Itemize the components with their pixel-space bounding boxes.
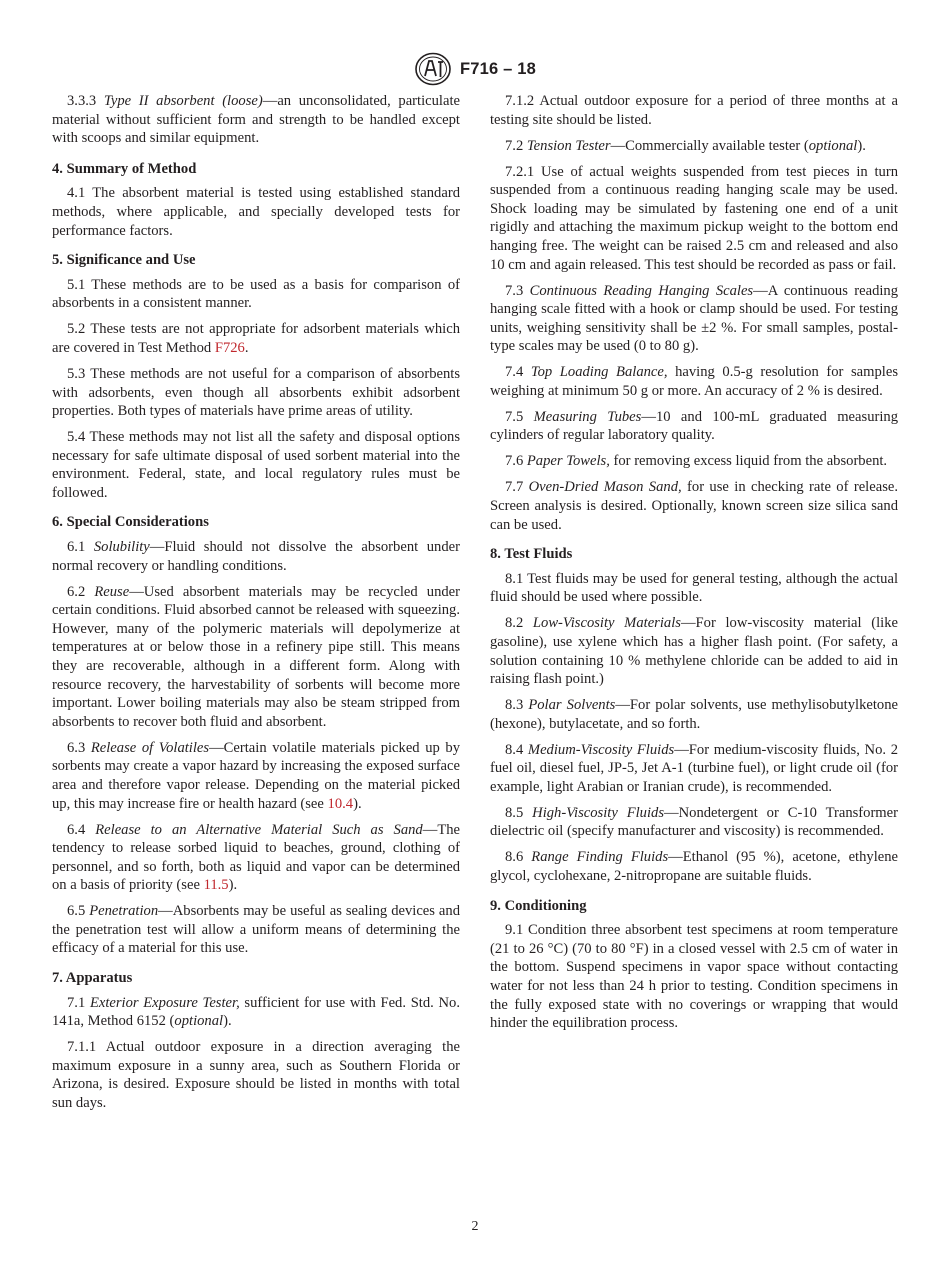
paragraph-7-2-1: 7.2.1 Use of actual weights suspended from test pieces in turn suspended from a continuous reading hanging scale may be used. Shock loading may be simulated by fastening one end of a unit rigidly and attaching the maximum pickup weight to the bottom end hanging free. The weight can be raised 2.5 cm and released and also 10 cm and again released. This test should be recorded as pass or fail. [490, 163, 898, 273]
section-heading-6: 6. Special Considerations [52, 514, 209, 531]
paragraph-7-1-2: 7.1.2 Actual outdoor exposure for a period of three months at a testing site should be listed. [490, 93, 898, 128]
paragraph-7-6: 7.6 Paper Towels, for removing excess liquid from the absorbent. [505, 453, 888, 470]
paragraph-8-4: 8.4 Medium-Viscosity Fluids—For medium-viscosity fluids, No. 2 fuel oil, diesel fuel, JP-5, Jet A-1 (turbine fuel), or light crude oil (for example, light Arabian or Iranian crude), is recommended. [490, 741, 899, 795]
paragraph-6-4: 6.4 Release to an Alternative Material Such as Sand—The tendency to release sorbed liquid to beaches, ground, clothing of personnel, and so forth, both as liquid and vapor can be determined on a basis of priority (see 11.5). [52, 821, 461, 894]
paragraph-8-5: 8.5 High-Viscosity Fluids—Nondetergent or C-10 Transformer dielectric oil (specify manufacturer and viscosity) is recommended. [490, 804, 898, 840]
paragraph-6-1: 6.1 Solubility—Fluid should not dissolve the absorbent under normal recovery or handling conditions. [52, 539, 460, 574]
paragraph-8-2: 8.2 Low-Viscosity Materials—For low-viscosity material (like gasoline), use xylene which has a higher flash point. (For safety, a solution containing 10 % methylene chloride can be added to aid in raising flash point.) [490, 615, 898, 688]
section-heading-8: 8. Test Fluids [490, 546, 573, 563]
paragraph-5-4: 5.4 These methods may not list all the safety and disposal options necessary for safe ultimate disposal of used sorbent material into the environment. Federal, state, and local regulatory rules must be followed. [52, 429, 460, 501]
paragraph-7-1-1: 7.1.1 Actual outdoor exposure in a direction averaging the maximum exposure in a sunny area, such as Southern Florida or Arizona, is desired. Exposure should be listed in months with total sun days. [52, 1039, 460, 1112]
paragraph-7-7: 7.7 Oven-Dried Mason Sand, for use in checking rate of release. Screen analysis is desired. Optionally, known screen size silica sand can be used. [490, 479, 898, 533]
paragraph-7-1: 7.1 Exterior Exposure Tester, sufficient for use with Fed. Std. No. 141a, Method 6152 (optional). [52, 994, 460, 1030]
paragraph-8-6: 8.6 Range Finding Fluids—Ethanol (95 %), acetone, ethylene glycol, cyclohexane, 2-nitropropane are suitable fluids. [490, 849, 899, 885]
paragraph-6-3: 6.3 Release of Volatiles—Certain volatile materials picked up by sorbents may create a vapor hazard by increasing the exposed surface area and therefore vapor release. Depending on the material picked up, this may increase fire or health hazard (see 10.4). [52, 739, 461, 812]
right-column [490, 92, 898, 1040]
paragraph-8-1: 8.1 Test fluids may be used for general testing, although the actual fluid should be used where possible. [490, 570, 898, 606]
paragraph-7-4: 7.4 Top Loading Balance, having 0.5-g resolution for samples weighing at minimum 50 g or more. An accuracy of 2 % is desired. [490, 364, 898, 399]
paragraph-6-5: 6.5 Penetration—Absorbents may be useful as sealing devices and the penetration test will allow a uniform means of determining the efficacy of a material for this use. [52, 903, 461, 957]
left-column [52, 92, 460, 1120]
link-11-5[interactable]: 11.5 [203, 877, 229, 894]
document-designation: F716 – 18 [459, 59, 537, 78]
page-number: 2 [471, 1219, 479, 1234]
page-header [0, 52, 950, 86]
paragraph-7-3: 7.3 Continuous Reading Hanging Scales—A continuous reading hanging scale fitted with a hook or clamp should be used. For testing units, weighing sensitivity shall be ±2 %. For small samples, postal-type scales may be used (0 to 80 g). [490, 282, 899, 355]
section-heading-4: 4. Summary of Method [52, 160, 197, 177]
paragraph-5-3: 5.3 These methods are not useful for a comparison of absorbents with adsorbents, even though all absorbents exhibit adsorbent properties. Both types of materials have prime areas of utility. [52, 365, 460, 420]
paragraph-4-1: 4.1 The absorbent material is tested using established standard methods, where applicable, and specially developed tests for performance factors. [52, 185, 460, 239]
astm-logo-icon [414, 52, 452, 86]
paragraph-9-1: 9.1 Condition three absorbent test specimens at room temperature (21 to 26 °C) (70 to 80 °F) in a closed vessel with 2.5 cm of water in the bottom. Suspend specimens in vapor space without contacting water for not less than 24 h prior to testing. Condition specimens in the fully exposed state with no coverings or wrapping that would hinder the equilibration process. [490, 922, 898, 1032]
paragraph-7-5: 7.5 Measuring Tubes—10 and 100-mL graduated measuring cylinders of regular laboratory quality. [490, 408, 898, 444]
section-heading-9: 9. Conditioning [490, 897, 587, 914]
paragraph-8-3: 8.3 Polar Solvents—For polar solvents, use methylisobutylketone (hexone), butylacetate, and so forth. [490, 697, 898, 732]
paragraph-6-2: 6.2 Reuse—Used absorbent materials may be recycled under certain conditions. Fluid absorbed cannot be released with squeezing. However, many of the polymeric materials will depolymerize at temperatures at or below those in a refinery pipe still. This means they are recoverable, although in a different form. Along with resource recovery, the harvestability of sorbents will become more important. Lower boiling materials may also be steam stripped from absorbents to recover both fluid and absorbent. [52, 583, 461, 730]
link-10-4[interactable]: 10.4 [327, 795, 354, 812]
section-heading-5: 5. Significance and Use [52, 252, 196, 269]
link-f726[interactable]: F726 [214, 339, 245, 356]
section-heading-7: 7. Apparatus [52, 970, 133, 987]
paragraph-5-1: 5.1 These methods are to be used as a basis for comparison of absorbents in a consistent manner. [52, 276, 460, 312]
paragraph-7-2: 7.2 Tension Tester—Commercially available tester (optional). [505, 137, 866, 154]
paragraph-5-2: 5.2 These tests are not appropriate for adsorbent materials which are covered in Test Method F726. [52, 321, 460, 356]
paragraph-3-3-3: 3.3.3 Type II absorbent (loose)—an unconsolidated, particulate material without sufficient form and strength to be handled except with scoops and similar equipment. [52, 93, 460, 147]
